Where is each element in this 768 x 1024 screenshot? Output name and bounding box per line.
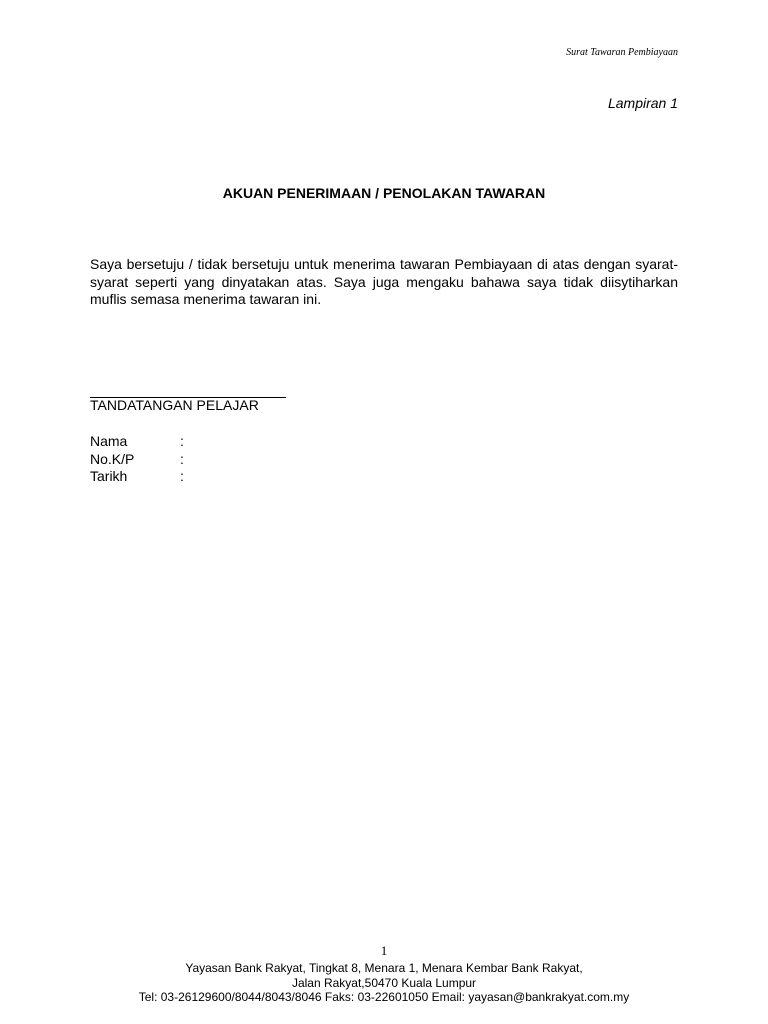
field-colon: : — [180, 468, 184, 484]
field-row-no-kp — [90, 451, 192, 469]
footer — [0, 961, 768, 1005]
field-row-nama — [90, 433, 192, 451]
signature-label: TANDATANGAN PELAJAR — [90, 397, 259, 413]
document-title: AKUAN PENERIMAAN / PENOLAKAN TAWARAN — [222, 185, 546, 201]
field-colon: : — [180, 433, 184, 449]
running-header: Surat Tawaran Pembiayaan — [566, 47, 678, 58]
field-label: No.K/P — [90, 450, 135, 467]
footer-contact: Tel: 03-26129600/8044/8043/8046 Faks: 03-22601050 Email: yayasan@bankrakyat.com.my — [138, 990, 630, 1004]
lampiran-label: Lampiran 1 — [607, 95, 678, 111]
field-row-tarikh — [90, 468, 192, 486]
form-fields — [90, 433, 192, 486]
footer-address-line-1: Yayasan Bank Rakyat, Tingkat 8, Menara 1, Menara Kembar Bank Rakyat, — [185, 961, 583, 975]
footer-address-line-2: Jalan Rakyat,50470 Kuala Lumpur — [291, 975, 477, 990]
field-label: Nama — [90, 433, 128, 449]
page-number: 1 — [380, 943, 388, 958]
declaration-paragraph: Saya bersetuju / tidak bersetuju untuk menerima tawaran Pembiayaan di atas dengan syarat-syarat seperti yang dinyatakan atas. Saya juga mengaku bahawa saya tidak diisytiharkan muflis semasa menerima tawaran ini. — [90, 256, 678, 307]
field-label: Tarikh — [90, 468, 128, 484]
field-colon: : — [180, 450, 184, 467]
